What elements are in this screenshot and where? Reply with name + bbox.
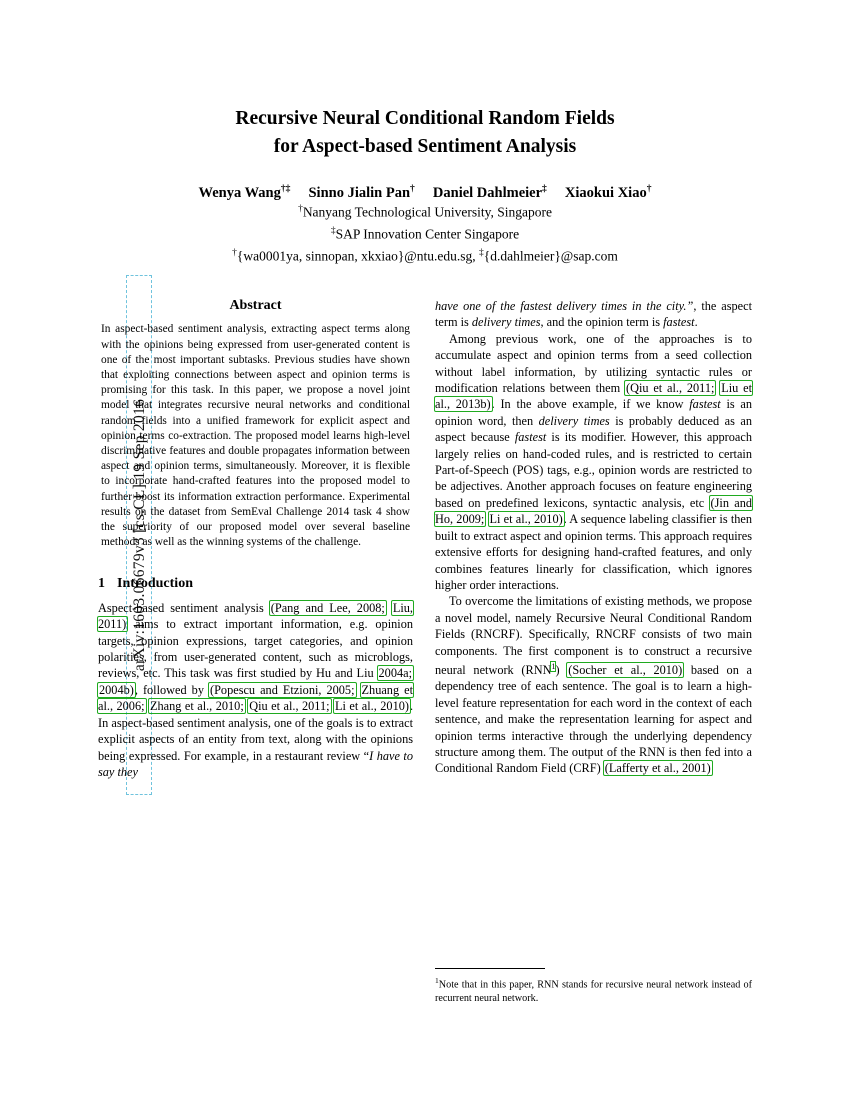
p2-text-5: is its modifier. However, this approach largely relies on hand-coded rules, and is restricted to certain Part-of-Speech (POS) tags, e.g., opinion words are restricted to be adjectives. Another approach focuses on feature engineering based on predefined lexicons, syntactic analysis, etc [435, 430, 752, 510]
intro-paragraph-1-continued [435, 298, 752, 331]
p2-text-1: Among previous work, one of the approaches is to accumulate aspect and opinion terms from a seed collection without label information, by utilizing syntactic rules or modification relations between them [435, 331, 752, 396]
cont-text-1: , the aspect term is [435, 299, 752, 330]
citation-liu-2011: Liu, 2011) [98, 600, 413, 632]
footnote-reference[interactable]: 1 [551, 661, 556, 671]
intro-paragraph-3 [435, 593, 752, 777]
citation-jin-ho: (Jin and Ho, 2009; [435, 495, 752, 527]
citation-qiu-2011: (Qiu et al., 2011; [625, 381, 715, 396]
title-line-2: for Aspect-based Sentiment Analysis [273, 136, 577, 157]
email-mark-2: ‡ [479, 248, 484, 258]
right-column [435, 298, 752, 777]
author-4-marks: † [646, 184, 652, 194]
citation-popescu-etzioni: (Popescu and Etzioni, 2005; [210, 682, 355, 697]
citation-socher: (Socher et al., 2010) [568, 663, 683, 678]
arxiv-stamp: arXiv:1603.06679v3 [cs.CL] 19 Sep 2016 [126, 275, 152, 795]
author-3-marks: ‡ [542, 184, 547, 194]
abstract-body: In aspect-based sentiment analysis, extracting aspect terms along with the opinions being expressed from user-generated content is one of the most important subtasks. Previous studies have shown that exploiting connections between aspect and opinion terms is promising for this task. In this paper, we propose a novel joint model that integrates recursive neural networks and conditional random fields into a unified framework for explicit aspect and opinion terms co-extraction. The proposed model learns high-level discriminative features and double propagates information between aspect and opinion terms, simultaneously. Moreover, it is flexible to incorporate hand-crafted features into the proposed model to further boost its information extraction performance. Experimental results on the dataset from SemEval Challenge 2014 task 4 show the superiority of our proposed model over several baseline methods as well as the winning systems of the challenge. [101, 323, 410, 549]
author-1: Wenya Wang [198, 184, 281, 201]
aspect-term-italic: delivery times [471, 315, 541, 330]
citation-qiu-2011-left: Qiu et al., 2011; [249, 699, 330, 714]
email-text-1: {wa0001ya, sinnopan, xkxiao}@ntu.edu.sg, [236, 248, 476, 264]
intro-paragraph-2 [435, 331, 752, 594]
section-title: Introduction [117, 576, 193, 592]
intro-text-4: . In aspect-based sentiment analysis, one of the goals is to extract explicit aspects of an entity from text, along with the opinions being expressed. For example, in a restaurant review “ [98, 699, 414, 763]
p3-text-2: ) [555, 663, 568, 678]
section-heading-introduction [98, 576, 413, 592]
example-quote-italic: have one of the fastest delivery times in the city.” [435, 299, 694, 313]
citation-zhang: Zhang et al., 2010; [150, 699, 244, 714]
p2-italic-2: delivery times [538, 413, 610, 428]
author-2: Sinno Jialin Pan [308, 184, 411, 201]
citation-zhuang: Zhuang et al., 2006; [98, 682, 413, 714]
citation-liu-2013b: Liu et al., 2013b) [435, 381, 752, 412]
abstract-heading: Abstract [229, 298, 282, 313]
intro-text-3: , followed by [134, 682, 209, 697]
author-3: Daniel Dahlmeier [432, 184, 543, 201]
p2-text-2: . In the above example, if we know [491, 397, 690, 412]
left-column [98, 298, 413, 780]
footnote-separator [435, 968, 545, 969]
section-number: 1 [98, 576, 105, 592]
email-text-2: {d.dahlmeier}@sap.com [483, 248, 618, 264]
footnote-1 [435, 974, 752, 1005]
affiliations [115, 200, 735, 266]
citation-li-2010-left: Li et al., 2010) [335, 699, 409, 714]
cont-text-2: , and the opinion term is [540, 315, 664, 330]
page-title [115, 105, 735, 161]
citation-hu-liu-2004a: 2004a; [378, 666, 412, 681]
intro-text-1: Aspect-based sentiment analysis [98, 600, 270, 615]
affiliation-1-text: Nanyang Technological University, Singapore [302, 204, 552, 220]
title-line-1: Recursive Neural Conditional Random Fields [235, 108, 615, 129]
citation-pang-lee: (Pang and Lee, 2008; [270, 600, 385, 615]
p3-text-3: based on a dependency tree of each sentence. The goal is to learn a high-level feature representation for each word in the context of each sentence, and make the representation learning for aspect and opinion terms interactive through the underlying dependency structure among them. The output of the RNN is then fed into a Conditional Random Field (CRF) [435, 663, 752, 776]
email-mark-1: † [232, 248, 237, 258]
citation-hu-liu-2004b: 2004b) [99, 682, 134, 697]
citation-lafferty: (Lafferty et al., 2001) [604, 761, 711, 776]
intro-text-2: aims to extract important information, e.g. opinion targets, opinion expressions, target categories, and opinion polarities, from user-generated content, such as microblogs, reviews, etc. This task was first studied by Hu and Liu [98, 617, 413, 681]
footnote-marker: 1 [435, 976, 439, 985]
p3-text-1: To overcome the limitations of existing methods, we propose a novel model, namely Recursive Neural Conditional Random Fields (RNCRF). Specifically, RNCRF consists of two main components. The first component is to construct a recursive neural network (RNN [435, 594, 752, 678]
affiliation-2-text: SAP Innovation Center Singapore [335, 226, 520, 242]
p2-italic-1: fastest [689, 397, 721, 412]
emails [115, 244, 735, 266]
intro-example-italic: I have to say they [98, 748, 413, 779]
author-4: Xiaokui Xiao [564, 184, 647, 201]
affiliation-1 [115, 200, 735, 222]
citation-li-2010: Li et al., 2010) [489, 512, 563, 527]
p2-italic-3: fastest [514, 430, 547, 445]
affiliation-2-mark: ‡ [330, 226, 336, 236]
footnote-text: Note that in this paper, RNN stands for recursive neural network instead of recurrent neural network. [435, 979, 752, 1004]
author-1-marks: †‡ [280, 184, 291, 194]
affiliation-2 [115, 222, 735, 244]
p2-text-6: . A sequence labeling classifier is then built to extract aspect and opinion terms. This approach requires extensive efforts for designing hand-crafted features, and only combines features linearly for classification, which ignores higher order interactions. [435, 512, 752, 592]
opinion-term-italic: fastest [663, 315, 695, 330]
author-2-marks: † [410, 184, 415, 194]
p2-text-3: is an opinion word, then [435, 397, 752, 428]
affiliation-1-mark: † [298, 204, 303, 214]
intro-paragraph-1 [98, 600, 413, 780]
p2-text-4: is probably deduced as an aspect because [435, 413, 752, 445]
cont-text-3: . [694, 315, 698, 330]
